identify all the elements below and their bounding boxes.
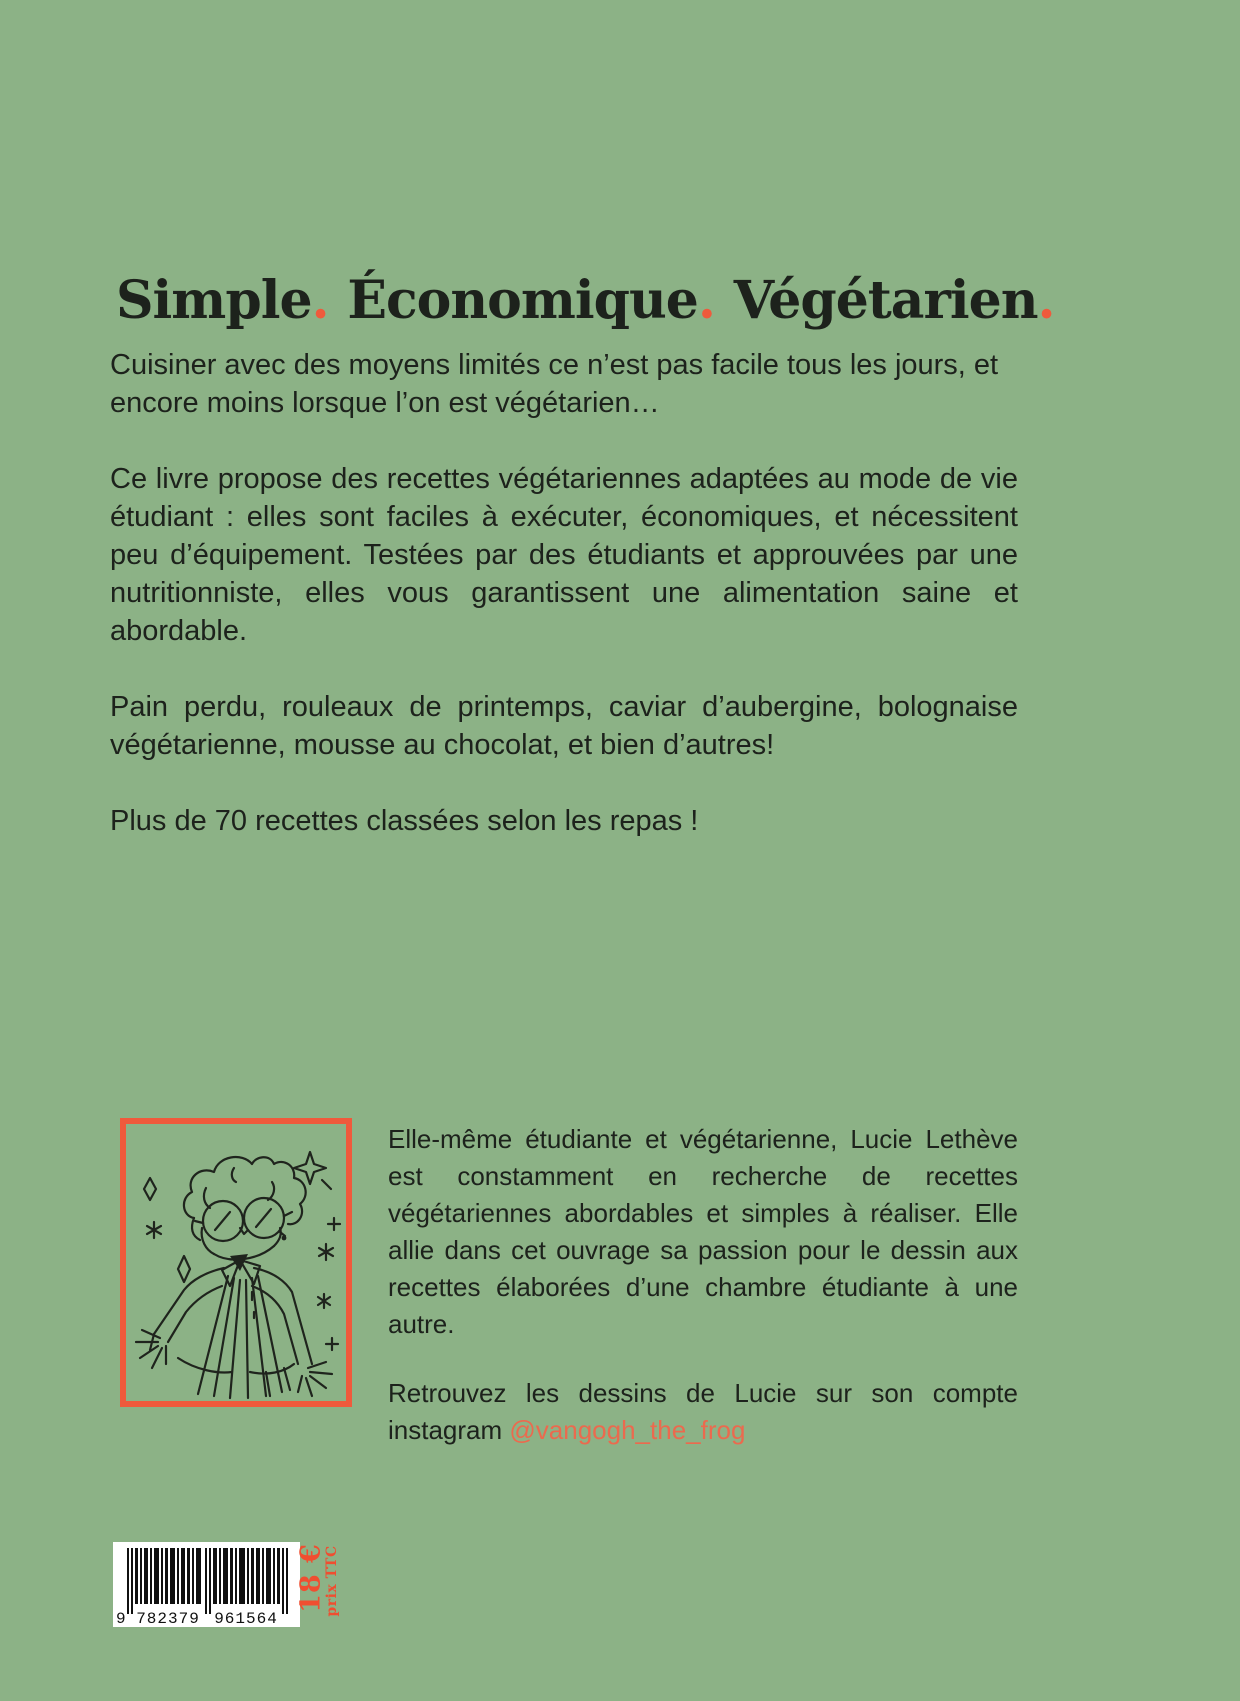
title-dot: .	[697, 269, 715, 331]
page-title	[116, 269, 1073, 331]
author-bio-paragraph: Elle-même étudiante et végétarienne, Lucie Lethève est constamment en recherche de recettes végétariennes abordables et simples à réaliser. Elle allie dans cet ouvrage sa passion pour le dessin aux recettes élaborées d’une chambre étudiante à une autre.	[388, 1124, 1018, 1339]
blurb	[110, 346, 1018, 878]
isbn-digits-group1: 782379	[136, 1610, 200, 1627]
author-portrait-illustration	[126, 1124, 346, 1401]
title-word-economique: Économique	[347, 269, 698, 331]
blurb-paragraph-count: Plus de 70 recettes classées selon les repas !	[110, 805, 699, 837]
title-dot: .	[1037, 269, 1055, 331]
sparkles	[144, 1152, 340, 1350]
blurb-paragraph-description: Ce livre propose des recettes végétariennes adaptées au mode de vie étudiant : elles sont faciles à exécuter, économiques, et nécessitent peu d’équipement. Testées par des étudiants et approuvées par une nutritionniste, elles vous garantissent une alimentation saine et abordable.	[110, 463, 1018, 647]
isbn-digits-group2: 961564	[214, 1610, 278, 1627]
instagram-handle: @vangogh_the_frog	[509, 1415, 746, 1445]
blurb-paragraph-recipes: Pain perdu, rouleaux de printemps, caviar d’aubergine, bolognaise végétarienne, mousse au chocolat, et bien d’autres!	[110, 691, 1018, 761]
isbn-digit-prefix: 9	[116, 1610, 127, 1627]
title-word-vegetarien: Végétarien	[733, 269, 1038, 331]
price-note-label: prix TTC	[324, 1545, 340, 1617]
price-label: 18 €	[295, 1543, 327, 1613]
title-dot: .	[311, 269, 329, 331]
author-bio	[388, 1121, 1018, 1481]
isbn-barcode	[113, 1542, 300, 1627]
coat	[154, 1254, 312, 1398]
barcode-graphic	[113, 1542, 300, 1627]
author-social-line	[388, 1375, 1018, 1449]
social-prefix: Retrouvez les dessins de Lucie sur son compte instagram	[388, 1378, 1018, 1445]
title-word-simple: Simple	[116, 269, 312, 331]
author-portrait-frame	[120, 1118, 352, 1407]
blurb-paragraph-intro: Cuisiner avec des moyens limités ce n’est pas facile tous les jours, et encore moins lorsque l’on est végétarien…	[110, 349, 999, 419]
